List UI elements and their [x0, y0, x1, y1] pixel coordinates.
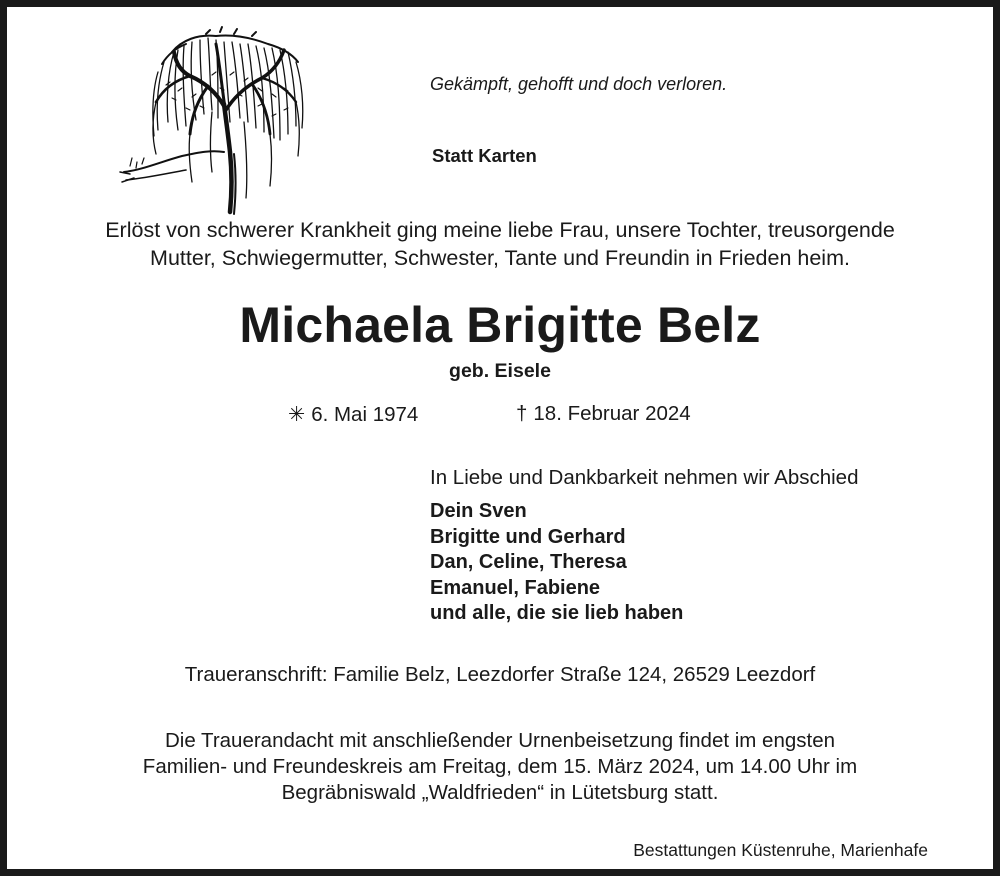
motto-quote: Gekämpft, gehofft und doch verloren. [430, 74, 728, 94]
deceased-name: Michaela Brigitte Belz [239, 297, 761, 353]
birth-name: geb. Eisele [449, 360, 551, 382]
intro-line-2: Mutter, Schwiegermutter, Schwester, Tante und Freundin in Frieden heim. [150, 246, 850, 270]
birth-star-icon: ✳ [288, 403, 306, 426]
mourner-item: Emanuel, Fabiene [430, 576, 601, 599]
mourner-item: Dein Sven [430, 500, 527, 522]
death-date: 18. Februar 2024 [533, 402, 691, 425]
weeping-willow-tree-icon [112, 22, 322, 220]
undertaker-credit: Bestattungen Küstenruhe, Marienhafe [633, 840, 928, 860]
intro-text [20, 216, 980, 272]
mourner-item: Dan, Celine, Theresa [430, 551, 627, 573]
ceremony-line-1: Die Trauerandacht mit anschließender Urnenbeisetzung findet im engsten [164, 729, 836, 752]
intro-line-1: Erlöst von schwerer Krankheit ging meine liebe Frau, unsere Tochter, treusorgende [105, 218, 895, 242]
mourners-list [430, 499, 683, 627]
mourner-item: und alle, die sie lieb haben [430, 602, 684, 624]
birth-date: 6. Mai 1974 [311, 403, 419, 426]
death-date-row [516, 402, 691, 426]
farewell-text: In Liebe und Dankbarkeit nehmen wir Abschied [430, 466, 859, 489]
ceremony-line-2: Familien- und Freundeskreis am Freitag, dem 15. März 2024, um 14.00 Uhr im [142, 755, 858, 778]
ceremony-line-3: Begräbniswald „Waldfrieden“ in Lütetsburg statt. [281, 781, 719, 804]
birth-date-row [288, 402, 418, 427]
ceremony-text [40, 728, 960, 806]
mourning-address: Traueranschrift: Familie Belz, Leezdorfer Straße 124, 26529 Leezdorf [184, 663, 816, 686]
mourner-item: Brigitte und Gerhard [430, 525, 626, 548]
statt-karten-label: Statt Karten [432, 145, 537, 166]
death-cross-icon: † [516, 402, 528, 425]
